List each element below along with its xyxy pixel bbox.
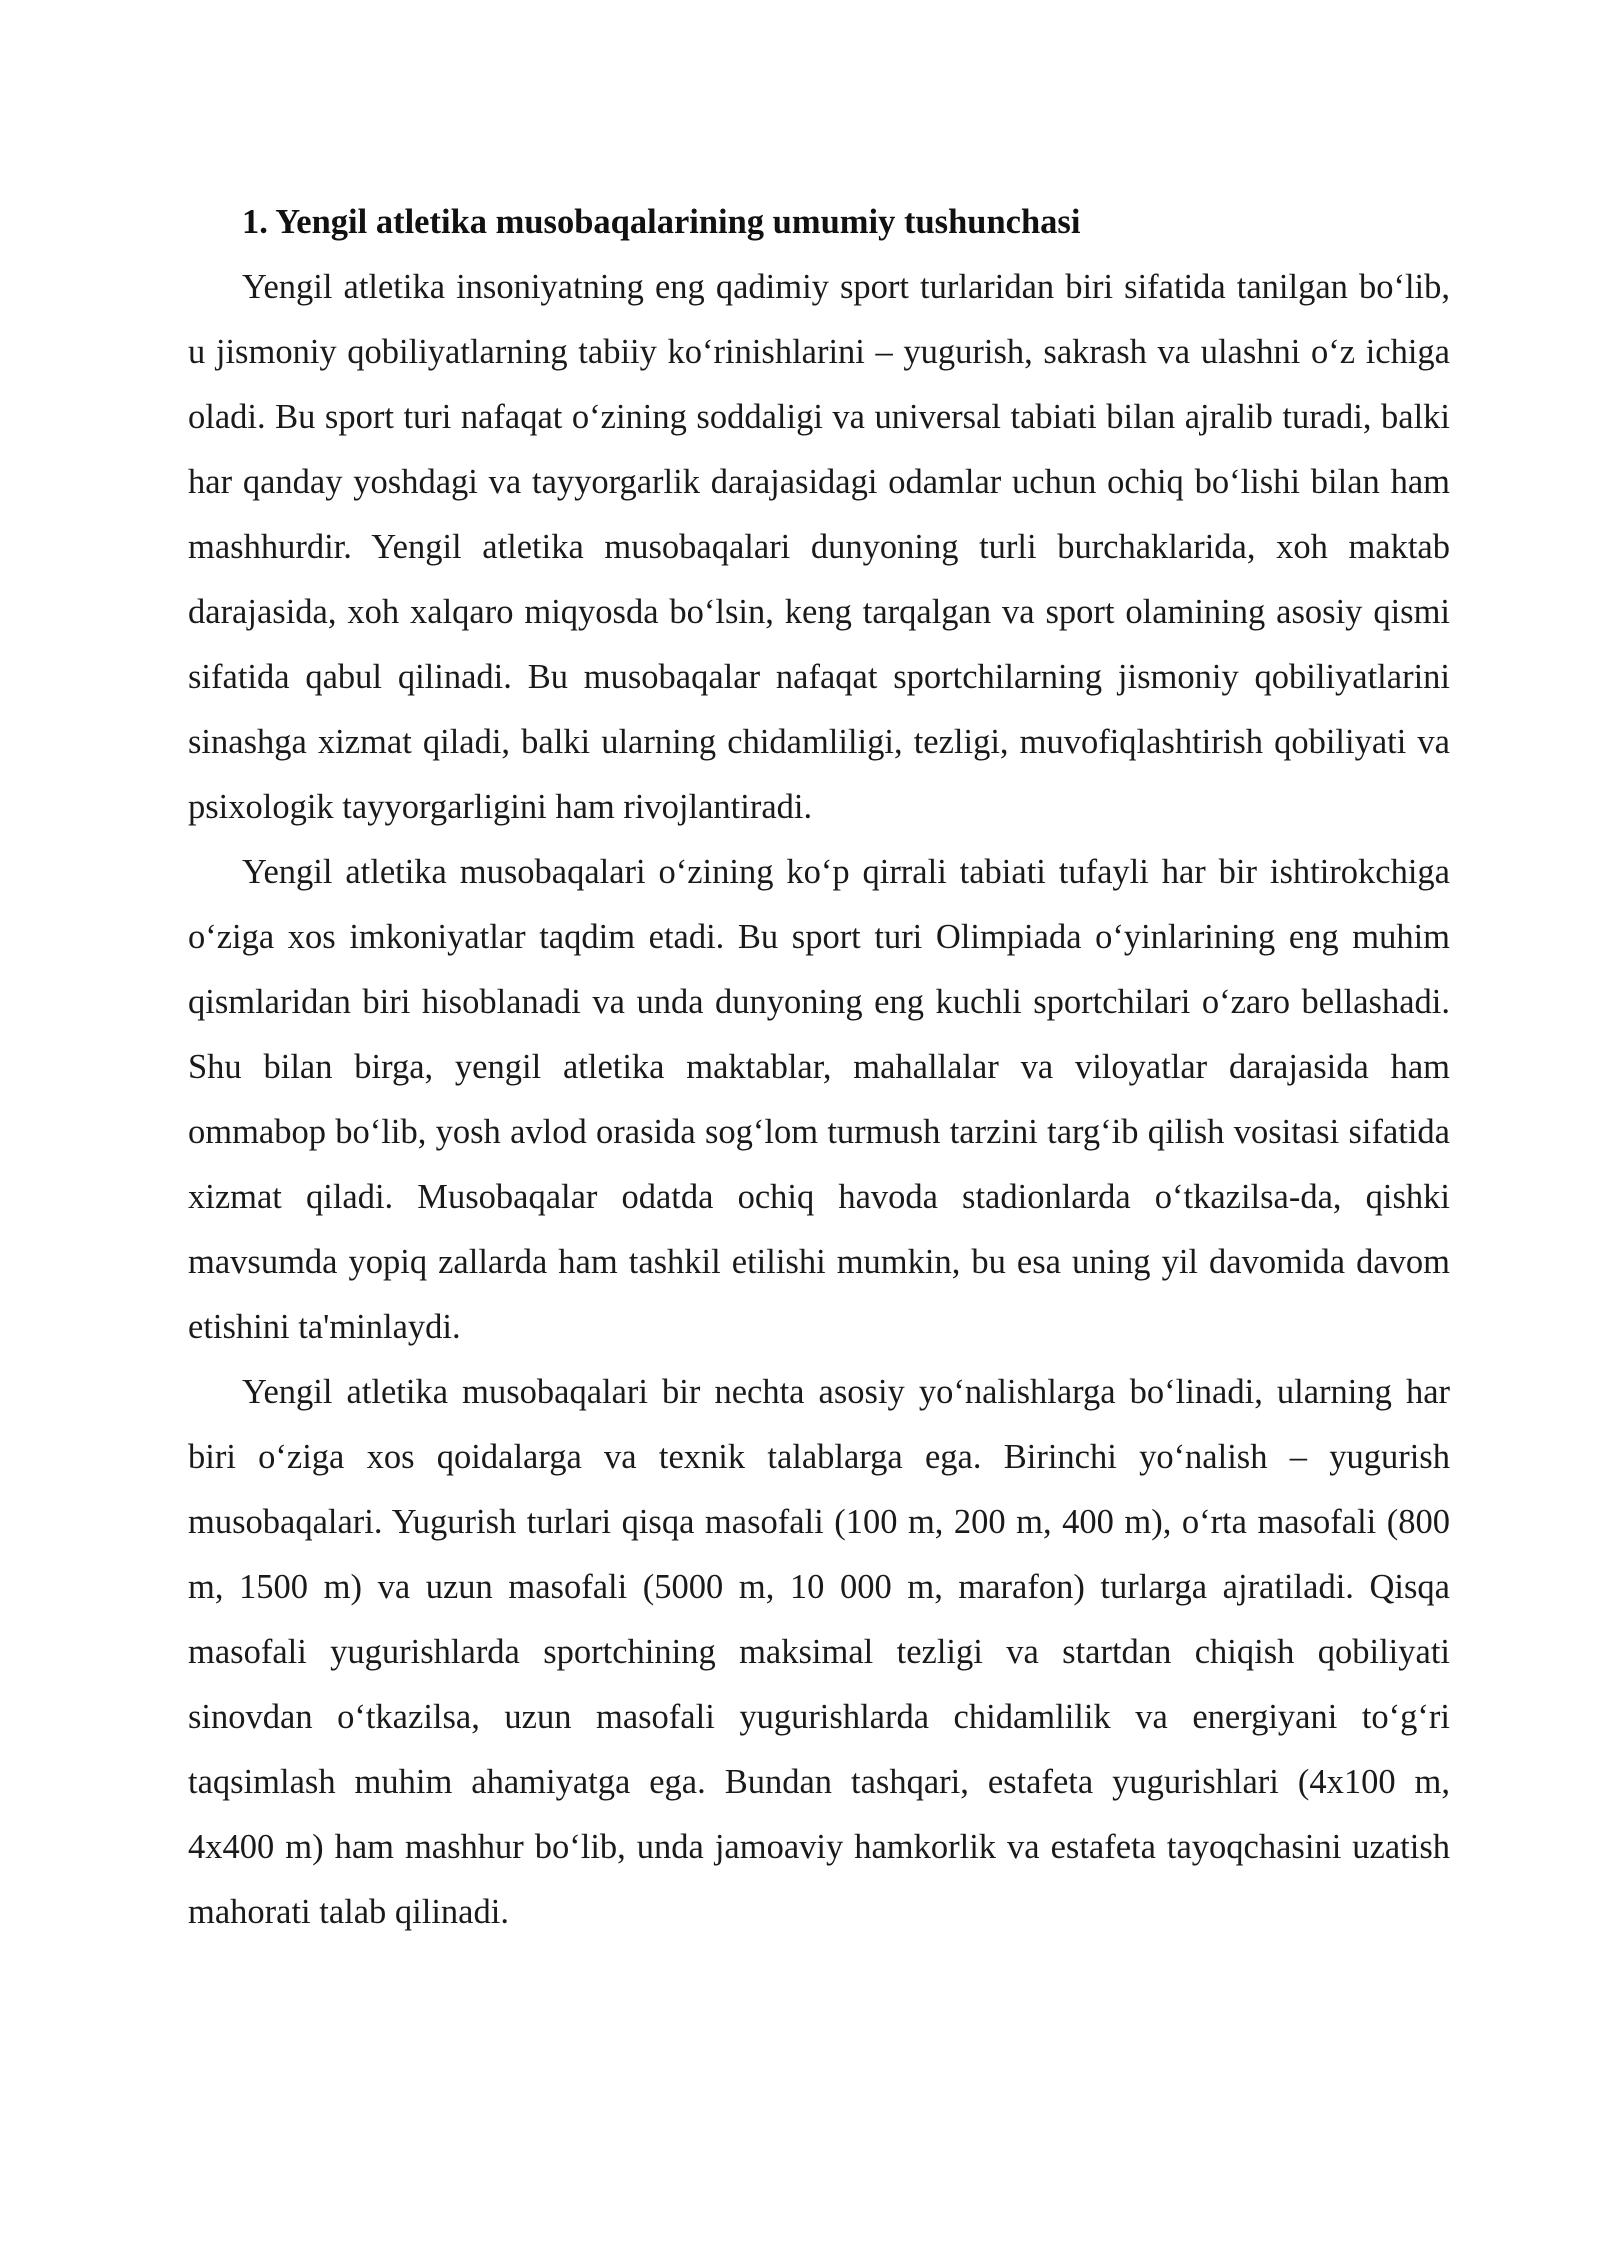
section-heading: 1. Yengil atletika musobaqalarining umumiy tushunchasi: [242, 203, 1081, 241]
document-body: [188, 190, 1450, 1945]
paragraph-3: Yengil atletika musobaqalari bir nechta asosiy yo‘nalishlarga bo‘linadi, ularning har biri o‘ziga xos qoidalarga va texnik talablarga ega. Birinchi yo‘nalish – yugurish musobaqalari. Yugurish turlari qisqa masofali (100 m, 200 m, 400 m), o‘rta masofali (800 m, 1500 m) va uzun masofali (5000 m, 10 000 m, marafon) turlarga ajratiladi. Qisqa masofali yugurishlarda sportchining maksimal tezligi va startdan chiqish qobiliyati sinovdan o‘tkazilsa, uzun masofali yugurishlarda chidamlilik va energiyani to‘g‘ri taqsimlash muhim ahamiyatga ega. Bundan tashqari, estafeta yugurishlari (4x100 m, 4x400 m) ham mashhur bo‘lib, unda jamoaviy hamkorlik va estafeta tayoqchasini uzatish mahorati talab qilinadi.: [188, 1373, 1450, 1931]
paragraph-2: Yengil atletika musobaqalari o‘zining ko‘p qirrali tabiati tufayli har bir ishtirokchiga o‘ziga xos imkoniyatlar taqdim etadi. Bu sport turi Olimpiada o‘yinlarining eng muhim qismlaridan biri hisoblanadi va unda dunyoning eng kuchli sportchilari o‘zaro bellashadi. Shu bilan birga, yengil atletika maktablar, mahallalar va viloyatlar darajasida ham ommabop bo‘lib, yosh avlod orasida sog‘lom turmush tarzini targ‘ib qilish vositasi sifatida xizmat qiladi. Musobaqalar odatda ochiq havoda stadionlarda o‘tkazilsa-da, qishki mavsumda yopiq zallarda ham tashkil etilishi mumkin, bu esa uning yil davomida davom etishini ta'minlaydi.: [188, 853, 1450, 1346]
paragraph-1: Yengil atletika insoniyatning eng qadimiy sport turlaridan biri sifatida tanilgan bo‘lib, u jismoniy qobiliyatlarning tabiiy ko‘rinishlarini – yugurish, sakrash va ulashni o‘z ichiga oladi. Bu sport turi nafaqat o‘zining soddaligi va universal tabiati bilan ajralib turadi, balki har qanday yoshdagi va tayyorgarlik darajasidagi odamlar uchun ochiq bo‘lishi bilan ham mashhurdir. Yengil atletika musobaqalari dunyoning turli burchaklarida, xoh maktab darajasida, xoh xalqaro miqyosda bo‘lsin, keng tarqalgan va sport olamining asosiy qismi sifatida qabul qilinadi. Bu musobaqalar nafaqat sportchilarning jismoniy qobiliyatlarini sinashga xizmat qiladi, balki ularning chidamliligi, tezligi, muvofiqlashtirish qobiliyati va psixologik tayyorgarligini ham rivojlantiradi.: [188, 268, 1450, 826]
